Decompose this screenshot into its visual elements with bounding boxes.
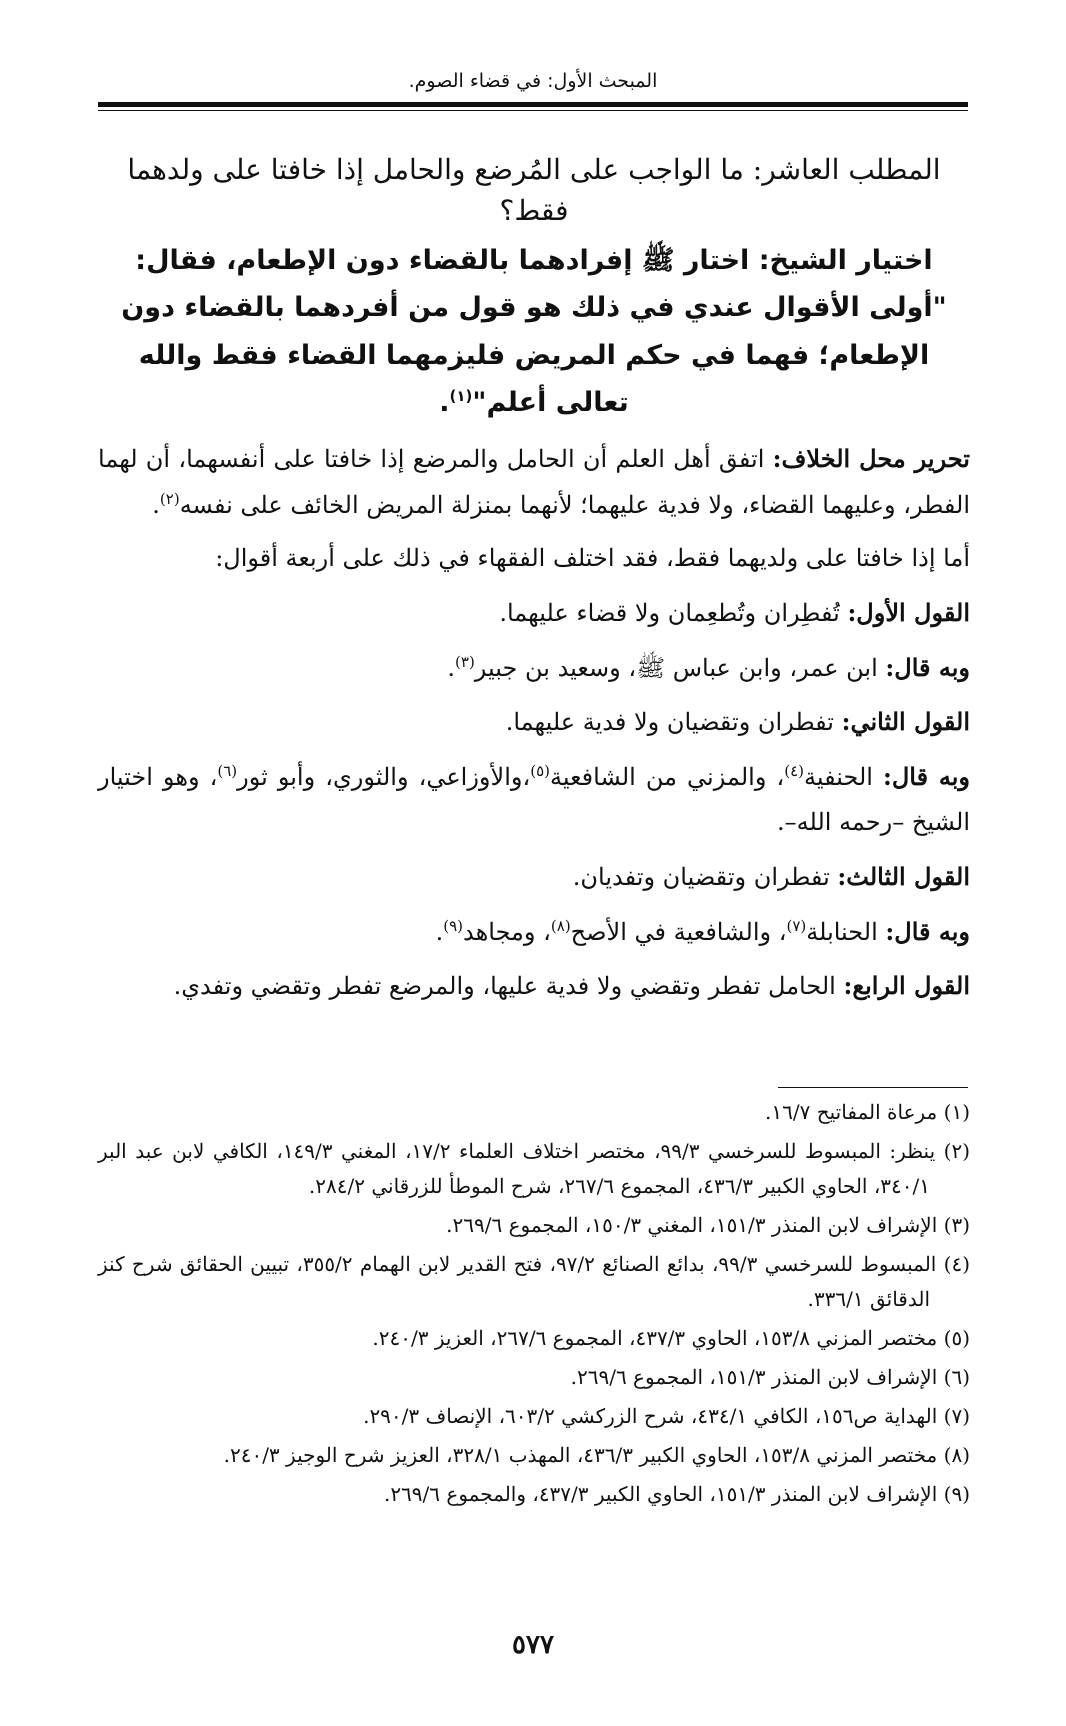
opinion-3: القول الثالث: تفطران وتقضيان وتفديان. (572, 861, 970, 891)
footnote-ref: (٢) (159, 489, 180, 508)
paragraph-label: تحرير محل الخلاف: (772, 444, 970, 474)
footnote: (٧) الهداية ص١٥٦، الكافي ٤٣٤/١، شرح الزركشي ٦٠٣/٢، الإنصاف ٢٩٠/٣. (363, 1404, 970, 1428)
footnote: (٢) ينظر: المبسوط للسرخسي ٩٩/٣، مختصر اختلاف العلماء ١٧/٢، المغني ١٤٩/٣، الكافي لابن عبد البر ٣٤٠/١، الحاوي الكبير ٤٣٦/٣، المجموع ٢٦٧/٦، شرح الموطأ للزرقاني ٢٨٤/٢. (98, 1139, 970, 1198)
paragraph-intro: أما إذا خافتا على ولديهما فقط، فقد اختلف الفقهاء في ذلك على أربعة أقوال: (215, 544, 970, 573)
footnote-ref: (٧) (786, 916, 807, 935)
footnote-separator (778, 1087, 968, 1088)
footnote: (٥) مختصر المزني ١٥٣/٨، الحاوي ٤٣٧/٣، المجموع ٢٦٧/٦، العزيز ٢٤٠/٣. (372, 1326, 970, 1350)
honorific-glyph: ﷺ (641, 245, 675, 277)
opinion-4: القول الرابع: الحامل تفطر وتقضي ولا فدية عليها، والمرضع تفطر وتقضي وتفدي. (173, 971, 970, 1001)
opinion-1-holders: وبه قال: ابن عمر، وابن عباس ﷺ، وسعيد بن جبير$^{(٣)}$. (447, 652, 970, 682)
sheikh-choice-before: اختيار الشيخ: اختار (683, 245, 933, 277)
footnote: (٦) الإشراف لابن المنذر ١٥١/٣، المجموع ٢٦٩/٦. (570, 1365, 970, 1389)
running-head: المبحث الأول: في قضاء الصوم. (408, 70, 658, 92)
footnote: (٩) الإشراف لابن المنذر ١٥١/٣، الحاوي الكبير ٤٣٧/٣، والمجموع ٢٦٩/٦. (383, 1482, 970, 1506)
opinion-2: القول الثاني: تفطران وتقضيان ولا فدية عليهما. (505, 707, 970, 737)
footnote: (٣) الإشراف لابن المنذر ١٥١/٣، المغني ١٥٠/٣، المجموع ٢٦٩/٦. (446, 1213, 970, 1237)
holders-label: وبه قال: (885, 916, 970, 946)
holders-label: وبه قال: (883, 761, 970, 791)
header-rule-thick (98, 102, 968, 107)
honorific-glyph: ﷺ (636, 653, 666, 682)
footnote-ref: (٥) (530, 761, 550, 780)
holders-label: وبه قال: (885, 652, 970, 682)
opinion-label: القول الثالث: (837, 861, 970, 891)
section-heading: المطلب العاشر: ما الواجب على المُرضع والحامل إذا خافتا على ولدهما فقط؟ (127, 153, 941, 227)
footnote: (٨) مختصر المزني ١٥٣/٨، الحاوي الكبير ٤٣٦/٣، المهذب ٣٢٨/١، العزيز شرح الوجيز ٢٤٠/٣. (223, 1443, 970, 1467)
header-rule-thin (98, 110, 968, 111)
sheikh-choice: اختيار الشيخ: اختار ﷺ إفرادهما بالقضاء دون الإطعام، فقال: "أولى الأقوال عندي في ذلك هو قول من أفردهما بالقضاء دون الإطعام؛ فهما في حكم المريض فليزمهما القضاء فقط والله تعالى أعلم"$^{(١)}$. (121, 245, 947, 418)
footnote-ref: (٤) (784, 761, 804, 780)
opinion-2-holders: وبه قال: الحنفية$^{(٤)}$، والمزني من الشافعية$^{(٥)}$،والأوزاعي، والثوري، وأبو ثور$^{(٦)}$، وهو اختيار الشيخ –رحمه الله–. (98, 761, 970, 837)
footnote-ref: (٩) (443, 916, 463, 935)
footnote-ref: (١) (449, 386, 473, 405)
opinion-label: القول الثاني: (841, 707, 970, 737)
sheikh-choice-text: إفرادهما بالقضاء دون الإطعام، فقال: "أولى الأقوال عندي في ذلك هو قول من أفردهما بالقضاء دون الإطعام؛ فهما في حكم المريض فليزمهما القضاء فقط والله تعالى أعلم" (121, 245, 947, 418)
footnote-ref: (٨) (550, 916, 571, 935)
footnote-ref: (٣) (455, 652, 475, 671)
footnote-ref: (٦) (217, 761, 238, 780)
opinion-3-holders: وبه قال: الحنابلة$^{(٧)}$، والشافعية في الأصح$^{(٨)}$، ومجاهد$^{(٩)}$. (435, 916, 970, 946)
main-text (98, 150, 970, 1018)
footnote: (٤) المبسوط للسرخسي ٩٩/٣، بدائع الصنائع ٩٧/٢، فتح القدير لابن الهمام ٣٥٥/٢، تبيين الحقائق شرح كنز الدقائق ٣٣٦/١. (98, 1252, 970, 1311)
footnote: (١) مرعاة المفاتيح ١٦/٧. (765, 1100, 970, 1124)
opinion-label: القول الأول: (847, 597, 970, 627)
paragraph-dispute-scope: تحرير محل الخلاف: اتفق أهل العلم أن الحامل والمرضع إذا خافتا على أنفسهما، أن لهما الفطر، وعليهما القضاء، ولا فدية عليهما؛ لأنهما بمنزلة المريض الخائف على نفسه$^{(٢)}$. (98, 444, 970, 519)
opinion-label: القول الرابع: (843, 971, 970, 1001)
page-number: ٥٧٧ (512, 1630, 554, 1660)
opinion-1: القول الأول: تُفطِران وتُطعِمان ولا قضاء عليهما. (499, 597, 970, 627)
footnotes (98, 1095, 970, 1516)
